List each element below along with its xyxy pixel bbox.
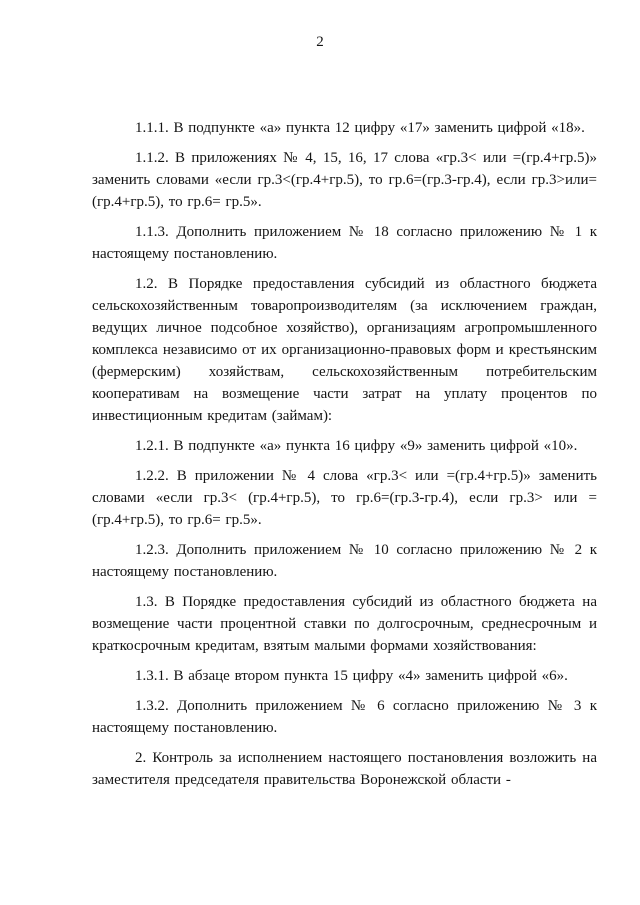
document-body xyxy=(92,117,597,799)
paragraph-1-2-2: 1.2.2. В приложении № 4 слова «гр.3< или =(гр.4+гр.5)» заменить словами «если гр.3< (гр.4+гр.5), то гр.6=(гр.3-гр.4), если гр.3> или = (гр.4+гр.5), то гр.6= гр.5». xyxy=(92,468,597,528)
paragraph-1-2-1: 1.2.1. В подпункте «а» пункта 16 цифру «9» заменить цифрой «10». xyxy=(135,438,578,454)
page-number: 2 xyxy=(316,34,324,50)
paragraph-1-1-3: 1.1.3. Дополнить приложением № 18 согласно приложению № 1 к настоящему постановлению. xyxy=(92,224,597,262)
paragraph-1-2: 1.2. В Порядке предоставления субсидий из областного бюджета сельскохозяйственным товаропроизводителям (за исключением граждан, ведущих личное подсобное хозяйство), организациям агропромышленного комплекса независимо от их организационно-правовых форм и крестьянским (фермерским) хозяйствам, сельскохозяйственным потребительским кооперативам на возмещение части затрат на уплату процентов по инвестиционным кредитам (займам): xyxy=(92,276,597,424)
paragraph-1-1-2: 1.1.2. В приложениях № 4, 15, 16, 17 слова «гр.3< или =(гр.4+гр.5)» заменить словами «если гр.3<(гр.4+гр.5), то гр.6=(гр.3-гр.4), если гр.3>или= (гр.4+гр.5), то гр.6= гр.5». xyxy=(92,150,597,210)
paragraph-1-2-3: 1.2.3. Дополнить приложением № 10 согласно приложению № 2 к настоящему постановлению. xyxy=(92,542,597,580)
paragraph-1-3-1: 1.3.1. В абзаце втором пункта 15 цифру «4» заменить цифрой «6». xyxy=(135,668,568,684)
paragraph-1-3-2: 1.3.2. Дополнить приложением № 6 согласно приложению № 3 к настоящему постановлению. xyxy=(92,698,597,736)
paragraph-2: 2. Контроль за исполнением настоящего постановления возложить на заместителя председателя правительства Воронежской области - xyxy=(92,750,597,788)
paragraph-1-3: 1.3. В Порядке предоставления субсидий из областного бюджета на возмещение части процентной ставки по долгосрочным, среднесрочным и краткосрочным кредитам, взятым малыми формами хозяйствования: xyxy=(92,594,597,654)
paragraph-1-1-1: 1.1.1. В подпункте «а» пункта 12 цифру «17» заменить цифрой «18». xyxy=(135,120,585,136)
